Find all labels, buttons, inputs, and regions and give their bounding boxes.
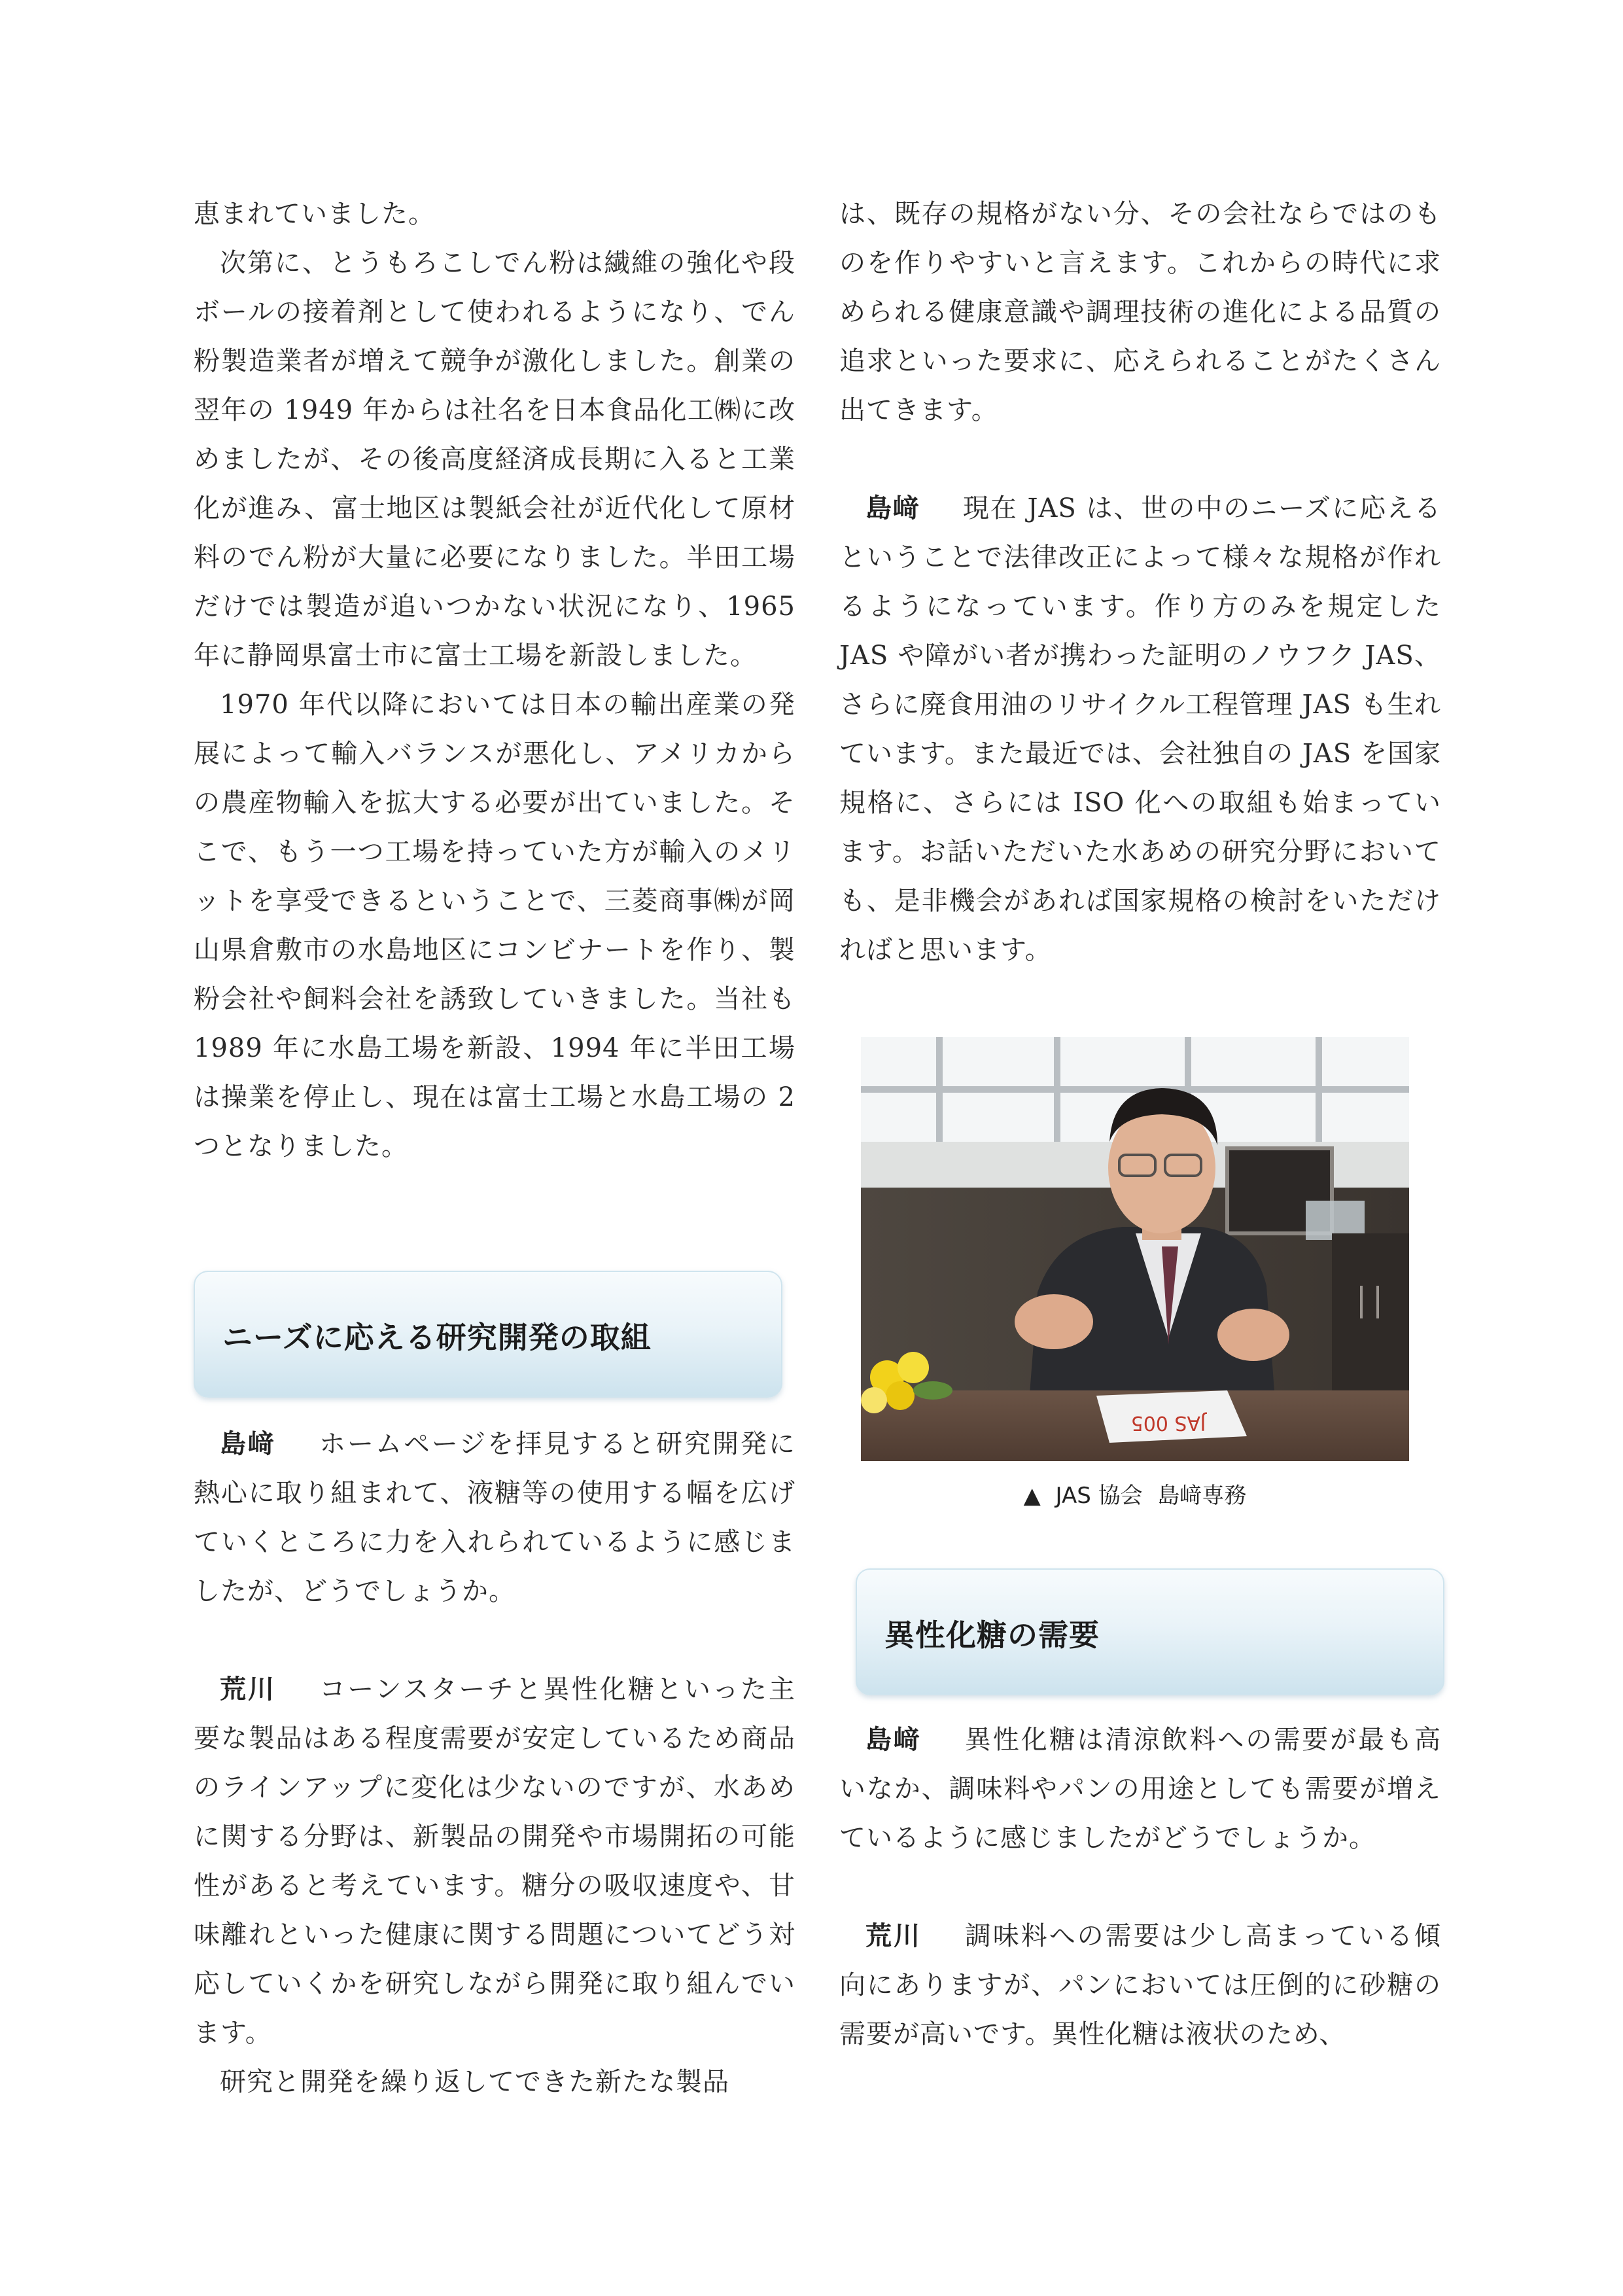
answer-paragraph	[194, 1665, 795, 2058]
question-text: 異性化糖は清涼飲料への需要が最も高いなか、調味料やパンの用途としても需要が増えているように感じましたがどうでしょうか。	[839, 1725, 1442, 1853]
paragraph: 恵まれていました。	[194, 199, 435, 229]
caption-organization: JAS 協会	[1055, 1483, 1143, 1509]
photo-caption	[861, 1477, 1409, 1510]
speaker-label: 島﨑	[220, 1429, 276, 1459]
answer-text: コーンスターチと異性化糖といった主要な製品はある程度需要が安定しているため商品のラインアップに変化は少ないのですが、水あめに関する分野は、新製品の開発や市場開拓の可能性があると考えています。糖分の吸収速度や、甘味離れといった健康に関する問題についてどう対応していくかを研究しながら開発に取り組んでいます。	[194, 1674, 796, 2048]
triangle-icon: ▲	[1023, 1483, 1041, 1509]
question-text: ホームページを拝見すると研究開発に熱心に取り組まれて、液糖等の使用する幅を広げていくところに力を入れられているように感じましたが、どうでしょうか。	[194, 1429, 796, 1606]
paragraph: 研究と開発を繰り返してできた新たな製品	[220, 2067, 729, 2097]
section-heading-box	[856, 1568, 1444, 1695]
question-paragraph	[839, 1716, 1441, 1863]
section-heading: ニーズに応える研究開発の取組	[222, 1320, 652, 1355]
section-heading: 異性化糖の需要	[884, 1617, 1100, 1653]
question-text: 現在 JAS は、世の中のニーズに応えるということで法律改正によって様々な規格が作れるようになっています。作り方のみを規定した JAS や障がい者が携わった証明のノウフク JAS、さらに廃食用油のリサイクル工程管理 JAS も生れています。また最近では、会社独自の JAS を国家規格に、さらには ISO 化への取組も始まっています。お話いただいた水あめの研究分野においても、是非機会があれば国家規格の検討をいただければと思います。	[839, 493, 1441, 965]
speaker-label: 島﨑	[865, 1725, 922, 1755]
answer-paragraph	[839, 1912, 1441, 2059]
right-column-lower	[839, 1716, 1441, 2059]
paragraph: 次第に、とうもろこしでん粉は繊維の強化や段ボールの接着剤として使われるようになり、でん粉製造業者が増えて競争が激化しました。創業の翌年の 1949 年からは社名を日本食品化工㈱に改めましたが、その後高度経済成長期に入ると工業化が進み、富士地区は製紙会社が近代化して原材料のでん粉が大量に必要になりました。半田工場だけでは製造が追いつかない状況になり、1965 年に静岡県富士市に富士工場を新設しました。	[194, 248, 795, 671]
magazine-text: JAS 005	[1130, 1411, 1206, 1434]
speaker-label: 荒川	[220, 1674, 277, 1704]
interview-photo	[861, 1037, 1409, 1461]
question-paragraph	[839, 484, 1441, 975]
left-column-lower	[194, 1420, 795, 2107]
answer-text: 調味料への需要は少し高まっている傾向にありますが、パンにおいては圧倒的に砂糖の需要が高いです。異性化糖は液状のため、	[839, 1921, 1442, 2049]
right-column	[839, 190, 1441, 975]
photo-illustration	[861, 1037, 1409, 1461]
left-column	[194, 190, 795, 1171]
paragraph: 1970 年代以降においては日本の輸出産業の発展によって輸入バランスが悪化し、アメリカからの農産物輸入を拡大する必要が出ていました。そこで、もう一つ工場を持っていた方が輸入のメリットを享受できるということで、三菱商事㈱が岡山県倉敷市の水島地区にコンビナートを作り、製粉会社や飼料会社を誘致していきました。当社も 1989 年に水島工場を新設、1994 年に半田工場は操業を停止し、現在は富士工場と水島工場の 2 つとなりました。	[194, 690, 795, 1161]
question-paragraph	[194, 1420, 795, 1616]
paragraph: は、既存の規格がない分、その会社ならではのものを作りやすいと言えます。これからの時代に求められる健康意識や調理技術の進化による品質の追求といった要求に、応えられることがたくさん出てきます。	[839, 199, 1441, 425]
speaker-label: 荒川	[865, 1921, 922, 1951]
section-heading-box	[194, 1271, 782, 1398]
caption-name: 島﨑専務	[1157, 1483, 1247, 1509]
speaker-label: 島﨑	[865, 493, 920, 523]
